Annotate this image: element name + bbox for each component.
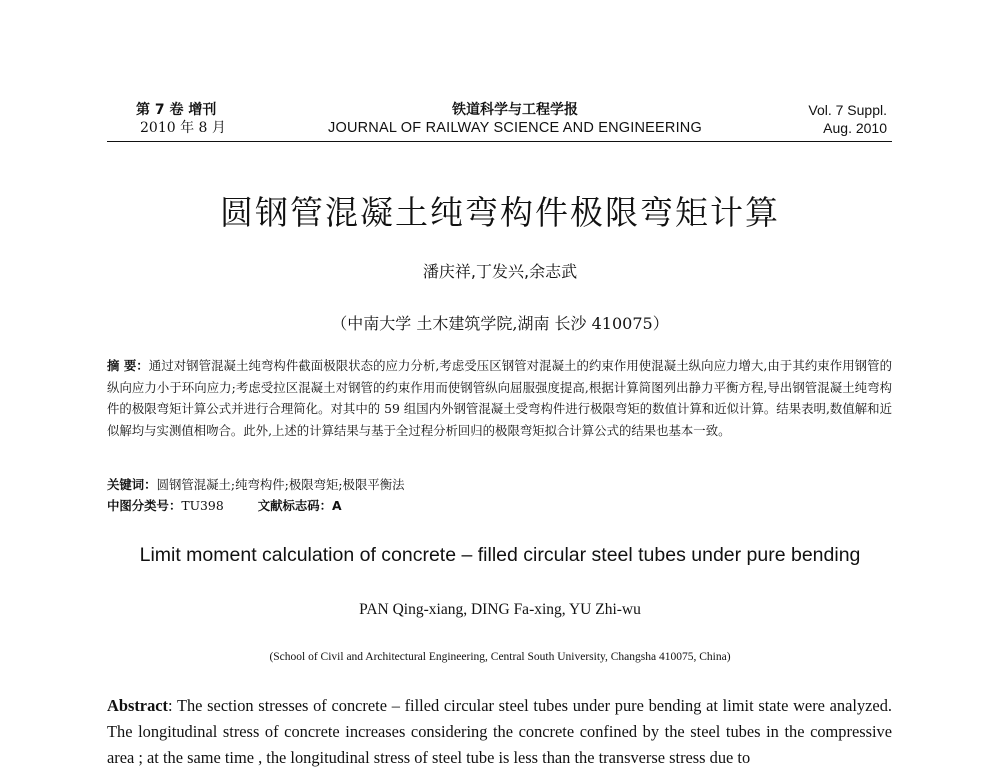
date-cn: 2010 年 8 月 [140,120,226,136]
volume-cn: 第 7 卷 增刊 [136,102,217,118]
journal-name [300,101,730,137]
clc-label: 中图分类号： [107,498,182,513]
doc-code-label: 文献标志码： [257,498,333,513]
affiliation-cn: （中南大学 土木建筑学院,湖南 长沙 410075） [331,314,669,333]
clc-value: TU398 [181,498,224,513]
abstract-cn-text: 通过对钢管混凝土纯弯构件截面极限状态的应力分析,考虑受压区钢管对混凝土的约束作用使混凝土纵向应力增大,由于其约束作用钢管的纵向应力小于环向应力;考虑受拉区混凝土对钢管的约束作用而使钢管纵向屈服强度提高,根据计算简图列出静力平衡方程,导出钢管混凝土纯弯构件的极限弯矩计算公式并进行合理简化。对其中的 59 组国内外钢管混凝土受弯构件进行极限弯矩的数值计算和近似计算。结果表明,数值解和近似解均与实测值相吻合。此外,上述的计算结果与基于全过程分析回归的极限弯矩拟合计算公式的结果也基本一致。 [107,358,892,438]
keywords-cn-label: 关键词： [107,477,157,492]
doc-code-value: A [332,498,342,513]
paper-title-cn: 圆钢管混凝土纯弯构件极限弯矩计算 [220,193,780,232]
authors-cn: 潘庆祥,丁发兴,余志武 [422,262,578,281]
keywords-cn [107,475,892,495]
abstract-en [107,693,892,771]
issue-info-en [808,101,887,137]
abstract-cn-label: 摘 要： [107,358,149,373]
authors-en: PAN Qing-xiang, DING Fa-xing, YU Zhi-wu [359,601,641,618]
date-en: Aug. 2010 [823,120,887,136]
keywords-cn-text: 圆钢管混凝土;纯弯构件;极限弯矩;极限平衡法 [156,477,405,492]
header-divider [107,141,892,142]
abstract-en-text: : The section stresses of concrete – filled circular steel tubes under pure bending at limit state were analyzed. The longitudinal stress of concrete increases considering the concrete confined by the steel tubes in the compressive area ; at the same time , the longitudinal stress of steel tube is less than the transverse stress due to [107,696,892,767]
journal-name-en: JOURNAL OF RAILWAY SCIENCE AND ENGINEERING [328,120,702,136]
affiliation-en: (School of Civil and Architectural Engineering, Central South University, Changsha 410075, China) [269,651,731,663]
abstract-cn [107,355,892,441]
paper-title-en: Limit moment calculation of concrete – filled circular steel tubes under pure bending [139,544,861,566]
volume-en: Vol. 7 Suppl. [808,102,887,118]
journal-name-cn: 铁道科学与工程学报 [452,102,578,118]
issue-info-cn [136,101,226,137]
classification [107,496,892,516]
abstract-en-label: Abstract [107,696,168,715]
